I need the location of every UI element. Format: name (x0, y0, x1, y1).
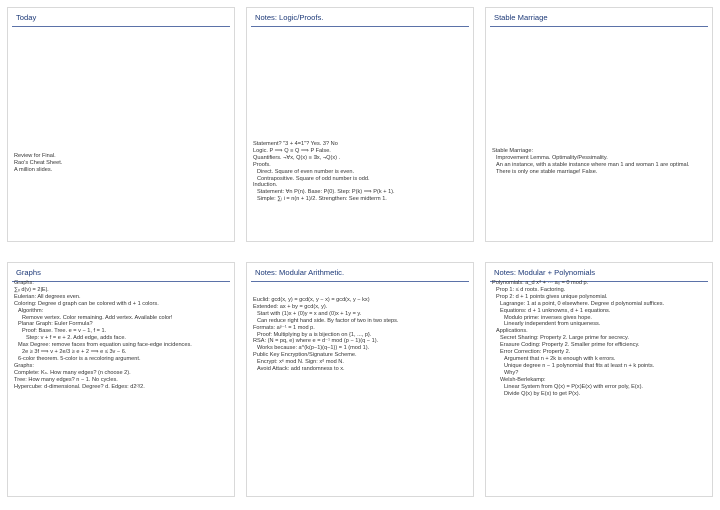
slide-line: Proof: Multiplying by a is bijection on {1, ..., p}. (257, 331, 372, 338)
slide-line: Statement? "3 + 4=1"? Yes. 3? No (253, 141, 338, 147)
slide-line: Prop 2: d + 1 points gives unique polynomial. (496, 293, 608, 300)
slide-line: Divide Q(x) by E(x) to get P(x). (504, 390, 581, 397)
slide-line: Graphs: (14, 280, 34, 286)
slide-title: Graphs (16, 268, 41, 277)
slide-body (253, 297, 469, 373)
slide-line: Argument that n + 2k is enough with k errors. (504, 355, 616, 362)
slide-line: Works because: a^(k(p−1)(q−1)) = 1 (mod 1). (257, 345, 370, 352)
slide-line: Remove vertex. Color remaining. Add vertex. Available color! (22, 314, 173, 321)
slide-line: Proof: Base. Tree. e = v − 1, f = 1. (22, 328, 107, 335)
slide-body (492, 148, 708, 176)
slide-line: Erasure Coding: Property 2. Smaller prime for efficiency. (500, 342, 640, 349)
slide-line: Polynomials: a_d xᵈ + ··· a₀ = 0 mod p. (492, 280, 589, 286)
slide-title: Today (16, 13, 37, 22)
slide-line: An an instance, with a stable instance where man 1 and woman 1 are optimal. (496, 161, 690, 168)
slide-line: Coloring: Degree d graph can be colored with d + 1 colors. (14, 300, 159, 307)
slide-line: Eulerian: All degrees even. (14, 293, 81, 300)
slide-modular-polynomials (485, 262, 713, 497)
slide-line: Complete: Kₙ. How many edges? (n choose 2). (14, 369, 131, 376)
slide-title: Notes: Logic/Proofs. (255, 13, 324, 22)
slide-line: 6-color theorem. 5-color is a recoloring argument. (18, 355, 141, 362)
slide-line: Start with (1)x + (0)y = x and (0)x + 1y = y. (257, 310, 362, 317)
slide-line: Step: v + f = e + 2. Add edge, adds face. (26, 335, 126, 342)
slide-title: Notes: Modular Arithmetic. (255, 268, 345, 277)
slide-line: Tree: How many edges? n − 1. No cycles. (14, 376, 118, 383)
title-divider (251, 26, 469, 27)
slide-line: Modulo prime: inverses gives hope. (504, 314, 592, 321)
slide-line: Algorithm: (18, 307, 44, 314)
slide-line: Quantifiers. ¬∀x, Q(x) ≡ ∃x, ¬Q(x) . (253, 154, 341, 161)
slide-line: 2e ≥ 3f ⟹ v + 2e/3 ≥ e + 2 ⟹ e ≤ 3v − 6. (22, 349, 127, 356)
slide-line: Can reduce right hand side. By factor of two in two steps. (257, 317, 399, 324)
slide-logic-proofs (246, 7, 474, 242)
slide-line: RSA: (N = pq, e) where e = d⁻¹ mod (p − 1)(q − 1). (253, 338, 379, 345)
slide-line: Logic. P ⟹ Q ≡ Q ⟹ P False. (253, 147, 331, 154)
slide-graphs (7, 262, 235, 497)
slide-body (14, 280, 230, 391)
slide-modular-arithmetic (246, 262, 474, 497)
slide-line: There is only one stable marriage! False. (496, 168, 598, 175)
slide-line: ∑ᵥ d(v) = 2|E|. (14, 286, 49, 293)
slide-line: Equations: d + 1 unknowns, d + 1 equations. (500, 307, 611, 314)
slide-line: A million slides. (14, 166, 53, 173)
slide-line: Avoid Attack: add randomness to x. (257, 366, 345, 373)
slide-title: Notes: Modular + Polynomials (494, 268, 596, 277)
slide-stable-marriage (485, 7, 713, 242)
title-divider (251, 281, 469, 282)
slide-line: Stable Marriage: (492, 148, 534, 154)
title-divider (490, 26, 708, 27)
slide-line: Unique degree n − 1 polynomial that fits at least n + k points. (504, 362, 655, 369)
slide-line: Proofs. (253, 161, 271, 168)
slide-line: Prop 1: ≤ d roots. Factoring. (496, 286, 566, 293)
slide-line: Linear System from Q(x) = P(x)E(x) with error poly, E(x). (504, 383, 643, 390)
slide-line: Contrapositive. Square of odd number is odd. (257, 175, 370, 182)
slide-line: Max Degree: remove faces from equation using face-edge incidences. (18, 342, 192, 349)
slide-body (14, 153, 230, 174)
slide-line: Direct. Square of even number is even. (257, 168, 355, 175)
slide-line: Secret Sharing: Property 2. Large prime for secrecy. (500, 335, 629, 342)
slide-line: Euclid: gcd(x, y) = gcd(x, y − x) = gcd(x, y − kx) (253, 297, 370, 303)
slide-line: Induction. (253, 182, 278, 189)
slide-line: Error Correction: Property 2. (500, 349, 571, 356)
slide-line: Simple: ∑ᵢ i = n(n + 1)/2. Strengthen: See midterm 1. (257, 196, 387, 203)
slide-line: Planar Graph: Euler Formula? (18, 321, 93, 328)
slide-line: Lagrange: 1 at a point, 0 elsewhere. Degree d polynomial suffices. (500, 300, 665, 307)
slide-line: Extended: ax + by = gcd(x, y). (253, 303, 328, 310)
slide-title: Stable Marriage (494, 13, 548, 22)
slide-line: Graphs: (14, 362, 34, 369)
slide-today (7, 7, 235, 242)
slide-line: Hypercube: d-dimensional. Degree? d. Edges: d2ᵈ/2. (14, 383, 145, 390)
slide-line: Review for Final. (14, 153, 56, 159)
slide-body (492, 280, 708, 397)
slide-line: Encrypt: xᵉ mod N. Sign: xᵈ mod N. (257, 359, 344, 366)
slide-line: Improvement Lemma. Optimality/Pessimality. (496, 154, 608, 161)
title-divider (12, 26, 230, 27)
slide-line: Statement: ∀n P(n). Base: P(0). Step: P(k) ⟹ P(k + 1). (257, 189, 395, 196)
slide-line: Welsh-Berlekamp: (500, 376, 546, 383)
slide-body (253, 141, 469, 203)
slide-line: Linearly independent from uniqueness. (504, 321, 601, 328)
slide-line: Formats: aᵖ⁻¹ = 1 mod p. (253, 324, 315, 331)
slide-line: Rao's Cheat Sheet. (14, 159, 63, 166)
slide-line: Why? (504, 369, 519, 376)
slide-line: Public Key Encryption/Signature Scheme. (253, 352, 357, 359)
slide-line: Applications. (496, 328, 528, 335)
